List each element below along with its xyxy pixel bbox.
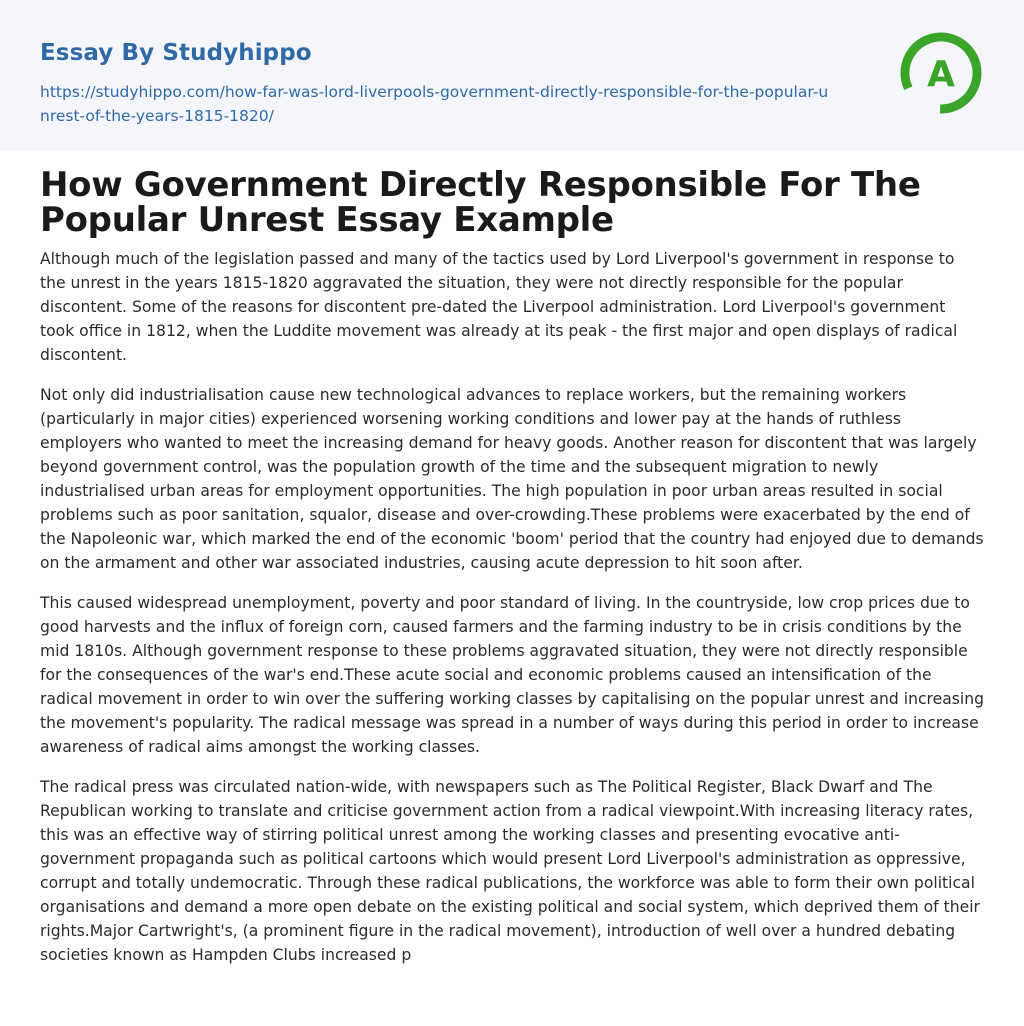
logo-letter: A (927, 54, 955, 95)
article-paragraph: Although much of the legislation passed and many of the tactics used by Lord Liverpool's government in response to the unrest in the years 1815-1820 aggravated the situation, they were not directly responsible for the popular discontent. Some of the reasons for discontent pre-dated the Liverpool administration. Lord Liverpool's government took office in 1812, when the Luddite movement was already at its peak - the first major and open displays of radical discontent. (40, 250, 958, 364)
article-content (0, 150, 1024, 967)
article-paragraph: Not only did industrialisation cause new technological advances to replace workers, but the remaining workers (particularly in major cities) experienced worsening working conditions and lower pay at the hands of ruthless employers who wanted to meet the increasing demand for heavy goods. Another reason for discontent that was largely beyond government control, was the population growth of the time and the subsequent migration to newly industrialised urban areas for employment opportunities. The high population in poor urban areas resulted in social problems such as poor sanitation, squalor, disease and over-crowding.These problems were exacerbated by the end of the Napoleonic war, which marked the end of the economic 'boom' period that the country had enjoyed due to demands on the armament and other war associated industries, causing acute depression to hit soon after. (40, 386, 984, 572)
source-url-link[interactable]: https://studyhippo.com/how-far-was-lord-liverpools-government-directly-responsible-for-the-popular-unrest-of-the-years-1815-1820/ (40, 83, 829, 125)
site-title[interactable]: Essay By Studyhippo (40, 40, 312, 66)
article-paragraph: This caused widespread unemployment, poverty and poor standard of living. In the countryside, low crop prices due to good harvests and the influx of foreign corn, caused farmers and the farming industry to be in crisis conditions by the mid 1810s. Although government response to these problems aggravated situation, they were not directly responsible for the consequences of the war's end.These acute social and economic problems caused an intensification of the radical movement in order to win over the suffering working classes by capitalising on the popular unrest and increasing the movement's popularity. The radical message was spread in a number of ways during this period in order to increase awareness of radical aims amongst the working classes. (40, 594, 984, 756)
article-paragraph: The radical press was circulated nation-wide, with newspapers such as The Political Register, Black Dwarf and The Republican working to translate and criticise government action from a radical viewpoint.With increasing literacy rates, this was an effective way of stirring political unrest among the working classes and presenting evocative anti-government propaganda such as political cartoons which would present Lord Liverpool's administration as oppressive, corrupt and totally undemocratic. Through these radical publications, the workforce was able to form their own political organisations and demand a more open debate on the existing political and social system, which deprived them of their rights.Major Cartwright's, (a prominent figure in the radical movement), introduction of well over a hundred debating societies known as Hampden Clubs increased p (40, 778, 980, 964)
site-header (0, 0, 1024, 150)
article-title: How Government Directly Responsible For The Popular Unrest Essay Example (40, 165, 921, 240)
studyhippo-logo-icon[interactable] (896, 28, 986, 118)
